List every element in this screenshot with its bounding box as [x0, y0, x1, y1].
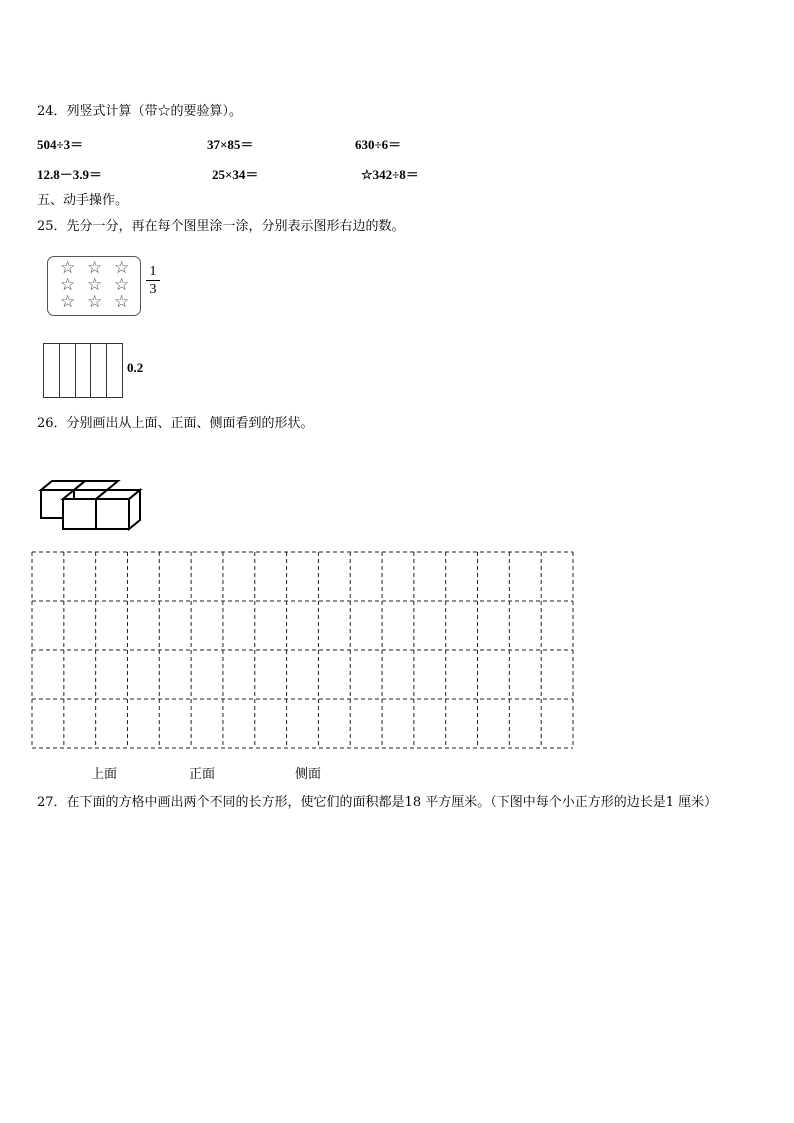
fraction-one-third: [146, 264, 160, 297]
star-icon: ☆: [87, 292, 103, 312]
calc-12-8-minus-3-9: 12.8－3.9＝: [37, 167, 103, 182]
star-box: [47, 256, 141, 316]
calc-630-div-6: 630÷6＝: [355, 137, 402, 152]
strip-value-label: 0.2: [127, 360, 144, 375]
question-26-title: 26．分别画出从上面、正面、侧面看到的形状。: [37, 416, 314, 431]
question-27-title: 27．在下面的方格中画出两个不同的长方形，使它们的面积都是18 平方厘米。（下图中每个小正方形的边长是1 厘米）: [37, 795, 718, 810]
star-icon: ☆: [60, 258, 76, 278]
question-25-title: 25．先分一分，再在每个图里涂一涂，分别表示图形右边的数。: [37, 219, 405, 234]
star-icon: ☆: [60, 292, 76, 312]
calc-504-div-3: 504÷3＝: [37, 137, 84, 152]
fraction-numerator: 1: [149, 264, 157, 279]
cube-stack-figure: [38, 478, 144, 532]
calc-342-div-8-starred: ☆342÷8＝: [361, 167, 419, 182]
star-icon: ☆: [60, 275, 76, 295]
dashed-drawing-grid[interactable]: [31, 551, 574, 749]
strip-rectangle: [43, 343, 123, 398]
section-5-title: 五、动手操作。: [37, 193, 129, 208]
fraction-denominator: 3: [149, 282, 157, 297]
label-side-view: 侧面: [295, 767, 322, 782]
fraction-bar: [146, 280, 160, 281]
calc-25-times-34: 25×34＝: [212, 167, 259, 182]
star-icon: ☆: [114, 275, 130, 295]
strip-cell: [76, 344, 92, 397]
question-24-title: 24．列竖式计算（带☆的要验算）。: [37, 104, 243, 119]
label-front-view: 正面: [189, 767, 216, 782]
star-icon: ☆: [87, 275, 103, 295]
star-icon: ☆: [114, 258, 130, 278]
strip-cell: [91, 344, 107, 397]
strip-cell: [44, 344, 60, 397]
strip-cell: [60, 344, 76, 397]
label-top-view: 上面: [91, 767, 118, 782]
star-icon: ☆: [87, 258, 103, 278]
calc-37-times-85: 37×85＝: [207, 137, 254, 152]
star-icon: ☆: [114, 292, 130, 312]
strip-cell: [107, 344, 122, 397]
